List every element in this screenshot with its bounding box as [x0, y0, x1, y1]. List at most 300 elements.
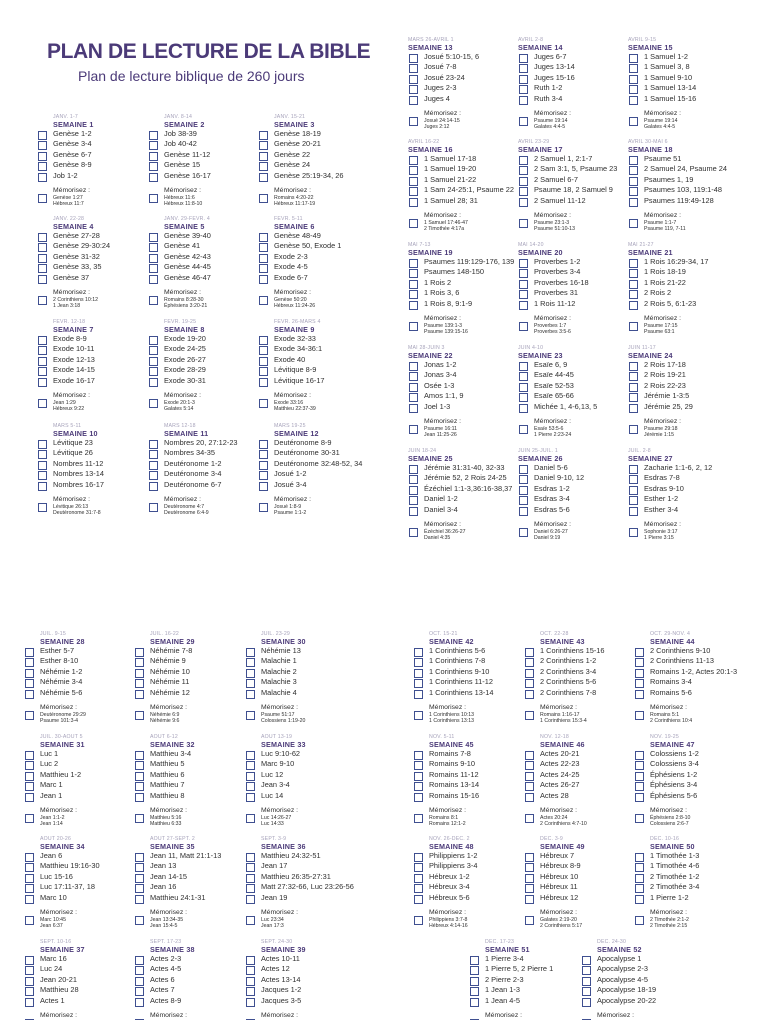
reading-checkbox-item[interactable]: 2 Rois 17-18 — [628, 360, 736, 370]
reading-checkbox-item[interactable]: Actes 8-9 — [134, 996, 246, 1006]
reading-checkbox-item[interactable]: 2 Corinthiens 9-10 — [634, 646, 746, 656]
reading-checkbox-item[interactable]: 1 Samuel 9-10 — [628, 73, 736, 83]
reading-checkbox-item[interactable]: Esaïe 65-66 — [518, 391, 626, 401]
reading-checkbox-item[interactable]: Genèse 39-40 — [148, 231, 260, 241]
memorize-checkbox-item[interactable] — [148, 495, 260, 517]
memorize-checkbox-item[interactable] — [628, 314, 736, 336]
reading-checkbox-item[interactable]: Jonas 3-4 — [408, 370, 516, 380]
reading-checkbox-item[interactable]: Actes 13-14 — [245, 975, 357, 985]
reading-checkbox-item[interactable]: 1 Rois 18-19 — [628, 267, 736, 277]
reading-checkbox-item[interactable]: 1 Pierre 1-2 — [634, 893, 746, 903]
reading-checkbox-item[interactable]: Ruth 1-2 — [518, 83, 626, 93]
reading-checkbox-item[interactable]: Genèse 18-19 — [258, 129, 370, 139]
reading-checkbox-item[interactable]: Néhémie 10 — [134, 667, 246, 677]
memorize-checkbox-item[interactable] — [469, 1011, 581, 1020]
reading-checkbox-item[interactable]: Nombres 13-14 — [37, 469, 149, 479]
reading-checkbox-item[interactable]: Néhémie 1-2 — [24, 667, 136, 677]
reading-checkbox-item[interactable]: Néhémie 11 — [134, 677, 246, 687]
reading-checkbox-item[interactable]: Esdras 5-6 — [518, 505, 626, 515]
reading-checkbox-item[interactable]: 1 Corinthiens 9-10 — [413, 667, 525, 677]
reading-checkbox-item[interactable]: Romains 13-14 — [413, 780, 525, 790]
reading-checkbox-item[interactable]: Luc 15-16 — [24, 872, 136, 882]
reading-checkbox-item[interactable]: Exode 19-20 — [148, 334, 260, 344]
reading-checkbox-item[interactable]: Jacques 1-2 — [245, 985, 357, 995]
reading-checkbox-item[interactable]: Josué 3-4 — [258, 480, 370, 490]
reading-checkbox-item[interactable]: Nombres 11-12 — [37, 459, 149, 469]
reading-checkbox-item[interactable]: Amos 1:1, 9 — [408, 391, 516, 401]
reading-checkbox-item[interactable]: Matthieu 8 — [134, 791, 246, 801]
reading-checkbox-item[interactable]: Exode 16-17 — [37, 376, 149, 386]
reading-checkbox-item[interactable]: Joel 1-3 — [408, 402, 516, 412]
memorize-checkbox-item[interactable] — [628, 109, 736, 131]
reading-checkbox-item[interactable]: Hébreux 1-2 — [413, 872, 525, 882]
reading-checkbox-item[interactable]: Luc 1 — [24, 749, 136, 759]
reading-checkbox-item[interactable]: Actes 6 — [134, 975, 246, 985]
memorize-checkbox-item[interactable] — [37, 495, 149, 517]
memorize-checkbox-item[interactable] — [634, 703, 746, 725]
reading-checkbox-item[interactable]: Matt 27:32-66, Luc 23:26-56 — [245, 882, 357, 892]
reading-checkbox-item[interactable]: Jean 11, Matt 21:1-13 — [134, 851, 246, 861]
memorize-checkbox-item[interactable] — [37, 186, 149, 208]
reading-checkbox-item[interactable]: 1 Pierre 3-4 — [469, 954, 581, 964]
reading-checkbox-item[interactable]: Ézéchiel 1:1-3,36:16-38,37 — [408, 484, 516, 494]
reading-checkbox-item[interactable]: Actes 10-11 — [245, 954, 357, 964]
reading-checkbox-item[interactable]: Luc 17:11-37, 18 — [24, 882, 136, 892]
reading-checkbox-item[interactable]: 1 Corinthiens 11-12 — [413, 677, 525, 687]
reading-checkbox-item[interactable]: Exode 14-15 — [37, 365, 149, 375]
reading-checkbox-item[interactable]: Exode 4-5 — [258, 262, 370, 272]
reading-checkbox-item[interactable]: Colossiens 3-4 — [634, 759, 746, 769]
reading-checkbox-item[interactable]: Néhémie 12 — [134, 688, 246, 698]
reading-checkbox-item[interactable]: 1 Samuel 28; 31 — [408, 196, 516, 206]
reading-checkbox-item[interactable]: Matthieu 3-4 — [134, 749, 246, 759]
reading-checkbox-item[interactable]: Jean 13 — [134, 861, 246, 871]
reading-checkbox-item[interactable]: Jean 16 — [134, 882, 246, 892]
memorize-checkbox-item[interactable] — [148, 391, 260, 413]
reading-checkbox-item[interactable]: Nombres 34-35 — [148, 448, 260, 458]
reading-checkbox-item[interactable]: Proverbes 16-18 — [518, 278, 626, 288]
reading-checkbox-item[interactable]: Malachie 1 — [245, 656, 357, 666]
reading-checkbox-item[interactable]: Apocalypse 18-19 — [581, 985, 693, 995]
reading-checkbox-item[interactable]: Malachie 2 — [245, 667, 357, 677]
reading-checkbox-item[interactable]: Philippiens 3-4 — [413, 861, 525, 871]
reading-checkbox-item[interactable]: 1 Samuel 13-14 — [628, 83, 736, 93]
reading-checkbox-item[interactable]: Genèse 33, 35 — [37, 262, 149, 272]
reading-checkbox-item[interactable]: Juges 4 — [408, 94, 516, 104]
memorize-checkbox-item[interactable] — [408, 314, 516, 336]
reading-checkbox-item[interactable]: Marc 16 — [24, 954, 136, 964]
reading-checkbox-item[interactable]: Esaïe 6, 9 — [518, 360, 626, 370]
memorize-checkbox-item[interactable] — [24, 908, 136, 930]
reading-checkbox-item[interactable]: 2 Pierre 2-3 — [469, 975, 581, 985]
reading-checkbox-item[interactable]: 1 Timothée 4-6 — [634, 861, 746, 871]
memorize-checkbox-item[interactable] — [37, 391, 149, 413]
reading-checkbox-item[interactable]: Éphésiens 3-4 — [634, 780, 746, 790]
reading-checkbox-item[interactable]: 1 Rois 8, 9:1-9 — [408, 299, 516, 309]
reading-checkbox-item[interactable]: Deutéronome 6-7 — [148, 480, 260, 490]
memorize-checkbox-item[interactable] — [258, 391, 370, 413]
reading-checkbox-item[interactable]: Psaumes 119:49-128 — [628, 196, 736, 206]
reading-checkbox-item[interactable]: 2 Rois 2 — [628, 288, 736, 298]
reading-checkbox-item[interactable]: Exode 12-13 — [37, 355, 149, 365]
reading-checkbox-item[interactable]: Exode 24-25 — [148, 344, 260, 354]
memorize-checkbox-item[interactable] — [134, 908, 246, 930]
reading-checkbox-item[interactable]: 1 Jean 1-3 — [469, 985, 581, 995]
reading-checkbox-item[interactable]: Deutéronome 1-2 — [148, 459, 260, 469]
reading-checkbox-item[interactable]: Job 40-42 — [148, 139, 260, 149]
memorize-checkbox-item[interactable] — [581, 1011, 693, 1020]
reading-checkbox-item[interactable]: Genèse 50, Exode 1 — [258, 241, 370, 251]
reading-checkbox-item[interactable]: Luc 9:10-62 — [245, 749, 357, 759]
reading-checkbox-item[interactable]: 1 Samuel 1-2 — [628, 52, 736, 62]
reading-checkbox-item[interactable]: 2 Corinthiens 7-8 — [524, 688, 636, 698]
memorize-checkbox-item[interactable] — [524, 703, 636, 725]
reading-checkbox-item[interactable]: Genèse 42-43 — [148, 252, 260, 262]
reading-checkbox-item[interactable]: Romains 15-16 — [413, 791, 525, 801]
reading-checkbox-item[interactable]: Luc 2 — [24, 759, 136, 769]
reading-checkbox-item[interactable]: Psaume 18, 2 Samuel 9 — [518, 185, 626, 195]
reading-checkbox-item[interactable]: Proverbes 1-2 — [518, 257, 626, 267]
reading-checkbox-item[interactable]: Jérémie 31:31-40, 32-33 — [408, 463, 516, 473]
reading-checkbox-item[interactable]: Actes 20-21 — [524, 749, 636, 759]
reading-checkbox-item[interactable]: 1 Jean 4-5 — [469, 996, 581, 1006]
reading-checkbox-item[interactable]: Jean 19 — [245, 893, 357, 903]
reading-checkbox-item[interactable]: Matthieu 6 — [134, 770, 246, 780]
reading-checkbox-item[interactable]: Josué 7-8 — [408, 62, 516, 72]
reading-checkbox-item[interactable]: 1 Rois 2 — [408, 278, 516, 288]
reading-checkbox-item[interactable]: Néhémie 13 — [245, 646, 357, 656]
memorize-checkbox-item[interactable] — [408, 109, 516, 131]
memorize-checkbox-item[interactable] — [245, 908, 357, 930]
reading-checkbox-item[interactable]: Genèse 41 — [148, 241, 260, 251]
reading-checkbox-item[interactable]: 1 Samuel 15-16 — [628, 94, 736, 104]
reading-checkbox-item[interactable]: Genèse 22 — [258, 150, 370, 160]
reading-checkbox-item[interactable]: 2 Samuel 11-12 — [518, 196, 626, 206]
reading-checkbox-item[interactable]: Jérémie 25, 29 — [628, 402, 736, 412]
reading-checkbox-item[interactable]: Matthieu 7 — [134, 780, 246, 790]
reading-checkbox-item[interactable]: Nombres 20, 27:12-23 — [148, 438, 260, 448]
reading-checkbox-item[interactable]: Esther 1-2 — [628, 494, 736, 504]
reading-checkbox-item[interactable]: Jean 3-4 — [245, 780, 357, 790]
reading-checkbox-item[interactable]: Juges 2-3 — [408, 83, 516, 93]
memorize-checkbox-item[interactable] — [524, 908, 636, 930]
memorize-checkbox-item[interactable] — [413, 703, 525, 725]
reading-checkbox-item[interactable]: Psaumes 148-150 — [408, 267, 516, 277]
reading-checkbox-item[interactable]: Nombres 16-17 — [37, 480, 149, 490]
reading-checkbox-item[interactable]: Lévitique 16-17 — [258, 376, 370, 386]
reading-checkbox-item[interactable]: Malachie 4 — [245, 688, 357, 698]
memorize-checkbox-item[interactable] — [24, 703, 136, 725]
reading-checkbox-item[interactable]: Philippiens 1-2 — [413, 851, 525, 861]
reading-checkbox-item[interactable]: Actes 1 — [24, 996, 136, 1006]
reading-checkbox-item[interactable]: Deutéronome 30-31 — [258, 448, 370, 458]
reading-checkbox-item[interactable]: Deutéronome 8-9 — [258, 438, 370, 448]
reading-checkbox-item[interactable]: Apocalypse 1 — [581, 954, 693, 964]
reading-checkbox-item[interactable]: Néhémie 5-6 — [24, 688, 136, 698]
reading-checkbox-item[interactable]: Hébreux 11 — [524, 882, 636, 892]
reading-checkbox-item[interactable]: Malachie 3 — [245, 677, 357, 687]
memorize-checkbox-item[interactable] — [258, 288, 370, 310]
reading-checkbox-item[interactable]: Esaïe 52-53 — [518, 381, 626, 391]
reading-checkbox-item[interactable]: Job 1-2 — [37, 171, 149, 181]
reading-checkbox-item[interactable]: Jacques 3-5 — [245, 996, 357, 1006]
reading-checkbox-item[interactable]: 1 Timothée 1-3 — [634, 851, 746, 861]
reading-checkbox-item[interactable]: 1 Rois 16:29-34, 17 — [628, 257, 736, 267]
reading-checkbox-item[interactable]: 2 Samuel 1, 2:1-7 — [518, 154, 626, 164]
reading-checkbox-item[interactable]: Romains 7-8 — [413, 749, 525, 759]
reading-checkbox-item[interactable]: Hébreux 3-4 — [413, 882, 525, 892]
reading-checkbox-item[interactable]: 2 Corinthiens 11-13 — [634, 656, 746, 666]
reading-checkbox-item[interactable]: Esdras 7-8 — [628, 473, 736, 483]
reading-checkbox-item[interactable]: Jonas 1-2 — [408, 360, 516, 370]
reading-checkbox-item[interactable]: 2 Rois 22-23 — [628, 381, 736, 391]
reading-checkbox-item[interactable]: Proverbes 3-4 — [518, 267, 626, 277]
memorize-checkbox-item[interactable] — [134, 703, 246, 725]
reading-checkbox-item[interactable]: Exode 28-29 — [148, 365, 260, 375]
memorize-checkbox-item[interactable] — [413, 908, 525, 930]
reading-checkbox-item[interactable]: Hébreux 5-6 — [413, 893, 525, 903]
memorize-checkbox-item[interactable] — [24, 806, 136, 828]
reading-checkbox-item[interactable]: 2 Samuel 24, Psaume 24 — [628, 164, 736, 174]
reading-checkbox-item[interactable]: Deutéronome 3-4 — [148, 469, 260, 479]
reading-checkbox-item[interactable]: Apocalypse 4-5 — [581, 975, 693, 985]
reading-checkbox-item[interactable]: Jean 17 — [245, 861, 357, 871]
reading-checkbox-item[interactable]: Genèse 29-30:24 — [37, 241, 149, 251]
reading-checkbox-item[interactable]: Romains 9-10 — [413, 759, 525, 769]
reading-checkbox-item[interactable]: Esdras 9-10 — [628, 484, 736, 494]
reading-checkbox-item[interactable]: Éphésiens 1-2 — [634, 770, 746, 780]
reading-checkbox-item[interactable]: Jean 14-15 — [134, 872, 246, 882]
reading-checkbox-item[interactable]: Genèse 15 — [148, 160, 260, 170]
reading-checkbox-item[interactable]: Daniel 3-4 — [408, 505, 516, 515]
reading-checkbox-item[interactable]: Genèse 27-28 — [37, 231, 149, 241]
reading-checkbox-item[interactable]: Josué 5:10-15, 6 — [408, 52, 516, 62]
reading-checkbox-item[interactable]: Genèse 24 — [258, 160, 370, 170]
reading-checkbox-item[interactable]: Luc 14 — [245, 791, 357, 801]
reading-checkbox-item[interactable]: Matthieu 24:1-31 — [134, 893, 246, 903]
reading-checkbox-item[interactable]: Genèse 44-45 — [148, 262, 260, 272]
reading-checkbox-item[interactable]: Genèse 6-7 — [37, 150, 149, 160]
reading-checkbox-item[interactable]: 2 Corinthiens 5-6 — [524, 677, 636, 687]
reading-checkbox-item[interactable]: Néhémie 7-8 — [134, 646, 246, 656]
reading-checkbox-item[interactable]: 2 Rois 19-21 — [628, 370, 736, 380]
reading-checkbox-item[interactable]: Actes 2-3 — [134, 954, 246, 964]
reading-checkbox-item[interactable]: Exode 2-3 — [258, 252, 370, 262]
reading-checkbox-item[interactable]: Matthieu 26:35-27:31 — [245, 872, 357, 882]
reading-checkbox-item[interactable]: Proverbes 31 — [518, 288, 626, 298]
reading-checkbox-item[interactable]: Romains 3-4 — [634, 677, 746, 687]
reading-checkbox-item[interactable]: Zacharie 1:1-6, 2, 12 — [628, 463, 736, 473]
reading-checkbox-item[interactable]: Genèse 8-9 — [37, 160, 149, 170]
reading-checkbox-item[interactable]: 2 Corinthiens 1-2 — [524, 656, 636, 666]
reading-checkbox-item[interactable]: Actes 26-27 — [524, 780, 636, 790]
reading-checkbox-item[interactable]: 2 Rois 5, 6:1-23 — [628, 299, 736, 309]
reading-checkbox-item[interactable]: Daniel 9-10, 12 — [518, 473, 626, 483]
reading-checkbox-item[interactable]: Lévitique 8-9 — [258, 365, 370, 375]
reading-checkbox-item[interactable]: Juges 6-7 — [518, 52, 626, 62]
reading-checkbox-item[interactable]: Actes 7 — [134, 985, 246, 995]
reading-checkbox-item[interactable]: 1 Samuel 21-22 — [408, 175, 516, 185]
memorize-checkbox-item[interactable] — [634, 806, 746, 828]
reading-checkbox-item[interactable]: Matthieu 24:32-51 — [245, 851, 357, 861]
reading-checkbox-item[interactable]: Éphésiens 5-6 — [634, 791, 746, 801]
reading-checkbox-item[interactable]: Josué 23-24 — [408, 73, 516, 83]
reading-checkbox-item[interactable]: 2 Sam 3:1, 5, Psaume 23 — [518, 164, 626, 174]
reading-checkbox-item[interactable]: Matthieu 19:16-30 — [24, 861, 136, 871]
reading-checkbox-item[interactable]: 1 Pierre 5, 2 Pierre 1 — [469, 964, 581, 974]
memorize-checkbox-item[interactable] — [524, 806, 636, 828]
reading-checkbox-item[interactable]: Actes 28 — [524, 791, 636, 801]
reading-checkbox-item[interactable]: Jérémie 52, 2 Rois 24-25 — [408, 473, 516, 483]
memorize-checkbox-item[interactable] — [245, 1011, 357, 1020]
reading-checkbox-item[interactable]: Deutéronome 32:48-52, 34 — [258, 459, 370, 469]
reading-checkbox-item[interactable]: Genèse 48-49 — [258, 231, 370, 241]
reading-checkbox-item[interactable]: Jérémie 1-3:5 — [628, 391, 736, 401]
reading-checkbox-item[interactable]: Marc 1 — [24, 780, 136, 790]
reading-checkbox-item[interactable]: Daniel 1-2 — [408, 494, 516, 504]
reading-checkbox-item[interactable]: Genèse 16-17 — [148, 171, 260, 181]
reading-checkbox-item[interactable]: Osée 1-3 — [408, 381, 516, 391]
reading-checkbox-item[interactable]: Juges 13-14 — [518, 62, 626, 72]
memorize-checkbox-item[interactable] — [408, 211, 516, 233]
memorize-checkbox-item[interactable] — [408, 520, 516, 542]
reading-checkbox-item[interactable]: Psaumes 1, 19 — [628, 175, 736, 185]
reading-checkbox-item[interactable]: Colossiens 1-2 — [634, 749, 746, 759]
reading-checkbox-item[interactable]: Néhémie 9 — [134, 656, 246, 666]
reading-checkbox-item[interactable]: Genèse 25:19-34, 26 — [258, 171, 370, 181]
reading-checkbox-item[interactable]: Esther 8-10 — [24, 656, 136, 666]
memorize-checkbox-item[interactable] — [37, 288, 149, 310]
reading-checkbox-item[interactable]: Matthieu 1-2 — [24, 770, 136, 780]
reading-checkbox-item[interactable]: Lévitique 23 — [37, 438, 149, 448]
reading-checkbox-item[interactable]: Genèse 11-12 — [148, 150, 260, 160]
memorize-checkbox-item[interactable] — [518, 520, 626, 542]
memorize-checkbox-item[interactable] — [245, 806, 357, 828]
reading-checkbox-item[interactable]: 1 Corinthiens 13-14 — [413, 688, 525, 698]
memorize-checkbox-item[interactable] — [408, 417, 516, 439]
reading-checkbox-item[interactable]: 2 Samuel 6-7 — [518, 175, 626, 185]
reading-checkbox-item[interactable]: Genèse 20-21 — [258, 139, 370, 149]
reading-checkbox-item[interactable]: Exode 10-11 — [37, 344, 149, 354]
reading-checkbox-item[interactable]: Actes 22-23 — [524, 759, 636, 769]
reading-checkbox-item[interactable]: Esaïe 44-45 — [518, 370, 626, 380]
reading-checkbox-item[interactable]: Genèse 3-4 — [37, 139, 149, 149]
memorize-checkbox-item[interactable] — [148, 288, 260, 310]
reading-checkbox-item[interactable]: Michée 1, 4-6,13, 5 — [518, 402, 626, 412]
reading-checkbox-item[interactable]: Hébreux 10 — [524, 872, 636, 882]
reading-checkbox-item[interactable]: Jean 6 — [24, 851, 136, 861]
reading-checkbox-item[interactable]: Daniel 5-6 — [518, 463, 626, 473]
reading-checkbox-item[interactable]: 1 Rois 11-12 — [518, 299, 626, 309]
reading-checkbox-item[interactable]: Romains 5-6 — [634, 688, 746, 698]
reading-checkbox-item[interactable]: Genèse 1-2 — [37, 129, 149, 139]
reading-checkbox-item[interactable]: Jean 1 — [24, 791, 136, 801]
reading-checkbox-item[interactable]: 1 Rois 21-22 — [628, 278, 736, 288]
reading-checkbox-item[interactable]: Josué 1-2 — [258, 469, 370, 479]
reading-checkbox-item[interactable]: Psaumes 103, 119:1-48 — [628, 185, 736, 195]
reading-checkbox-item[interactable]: Matthieu 5 — [134, 759, 246, 769]
reading-checkbox-item[interactable]: Romains 11-12 — [413, 770, 525, 780]
memorize-checkbox-item[interactable] — [24, 1011, 136, 1020]
reading-checkbox-item[interactable]: Lévitique 26 — [37, 448, 149, 458]
memorize-checkbox-item[interactable] — [134, 806, 246, 828]
memorize-checkbox-item[interactable] — [148, 186, 260, 208]
reading-checkbox-item[interactable]: Juges 15-16 — [518, 73, 626, 83]
reading-checkbox-item[interactable]: Job 38-39 — [148, 129, 260, 139]
reading-checkbox-item[interactable]: 1 Rois 3, 6 — [408, 288, 516, 298]
memorize-checkbox-item[interactable] — [413, 806, 525, 828]
reading-checkbox-item[interactable]: Esdras 1-2 — [518, 484, 626, 494]
reading-checkbox-item[interactable]: Marc 9-10 — [245, 759, 357, 769]
reading-checkbox-item[interactable]: Exode 34-36:1 — [258, 344, 370, 354]
reading-checkbox-item[interactable]: Luc 24 — [24, 964, 136, 974]
reading-checkbox-item[interactable]: Hébreux 7 — [524, 851, 636, 861]
reading-checkbox-item[interactable]: Marc 10 — [24, 893, 136, 903]
reading-checkbox-item[interactable]: Ruth 3-4 — [518, 94, 626, 104]
reading-checkbox-item[interactable]: Genèse 37 — [37, 273, 149, 283]
reading-checkbox-item[interactable]: Esther 5-7 — [24, 646, 136, 656]
memorize-checkbox-item[interactable] — [258, 495, 370, 517]
reading-checkbox-item[interactable]: 2 Timothée 1-2 — [634, 872, 746, 882]
reading-checkbox-item[interactable]: Hébreux 12 — [524, 893, 636, 903]
memorize-checkbox-item[interactable] — [628, 520, 736, 542]
memorize-checkbox-item[interactable] — [245, 703, 357, 725]
memorize-checkbox-item[interactable] — [134, 1011, 246, 1020]
memorize-checkbox-item[interactable] — [518, 314, 626, 336]
reading-checkbox-item[interactable]: Exode 6-7 — [258, 273, 370, 283]
reading-checkbox-item[interactable]: Hébreux 8-9 — [524, 861, 636, 871]
reading-checkbox-item[interactable]: Romains 1-2, Actes 20:1-3 — [634, 667, 746, 677]
reading-checkbox-item[interactable]: Exode 32-33 — [258, 334, 370, 344]
reading-checkbox-item[interactable]: Esdras 3-4 — [518, 494, 626, 504]
reading-checkbox-item[interactable]: Actes 12 — [245, 964, 357, 974]
memorize-checkbox-item[interactable] — [258, 186, 370, 208]
reading-checkbox-item[interactable]: 1 Samuel 19-20 — [408, 164, 516, 174]
reading-checkbox-item[interactable]: 1 Corinthiens 5-6 — [413, 646, 525, 656]
reading-checkbox-item[interactable]: 1 Corinthiens 15-16 — [524, 646, 636, 656]
reading-checkbox-item[interactable]: 2 Corinthiens 3-4 — [524, 667, 636, 677]
reading-checkbox-item[interactable]: Psaume 51 — [628, 154, 736, 164]
reading-checkbox-item[interactable]: Genèse 31-32 — [37, 252, 149, 262]
memorize-checkbox-item[interactable] — [518, 417, 626, 439]
reading-checkbox-item[interactable]: Genèse 46-47 — [148, 273, 260, 283]
reading-checkbox-item[interactable]: 1 Samuel 17-18 — [408, 154, 516, 164]
reading-checkbox-item[interactable]: Matthieu 28 — [24, 985, 136, 995]
memorize-checkbox-item[interactable] — [634, 908, 746, 930]
reading-checkbox-item[interactable]: 1 Corinthiens 7-8 — [413, 656, 525, 666]
memorize-checkbox-item[interactable] — [518, 109, 626, 131]
reading-checkbox-item[interactable]: Actes 4-5 — [134, 964, 246, 974]
reading-checkbox-item[interactable]: 2 Timothée 3-4 — [634, 882, 746, 892]
memorize-checkbox-item[interactable] — [518, 211, 626, 233]
reading-checkbox-item[interactable]: Néhémie 3-4 — [24, 677, 136, 687]
reading-checkbox-item[interactable]: 1 Sam 24-25:1, Psaume 22 — [408, 185, 516, 195]
reading-checkbox-item[interactable]: 1 Samuel 3, 8 — [628, 62, 736, 72]
reading-checkbox-item[interactable]: Actes 24-25 — [524, 770, 636, 780]
reading-checkbox-item[interactable]: Psaumes 119:129-176, 139 — [408, 257, 516, 267]
reading-checkbox-item[interactable]: Jean 20-21 — [24, 975, 136, 985]
reading-checkbox-item[interactable]: Esther 3-4 — [628, 505, 736, 515]
reading-checkbox-item[interactable]: Exode 40 — [258, 355, 370, 365]
reading-checkbox-item[interactable]: Luc 12 — [245, 770, 357, 780]
reading-checkbox-item[interactable]: Exode 26-27 — [148, 355, 260, 365]
reading-checkbox-item[interactable]: Apocalypse 20-22 — [581, 996, 693, 1006]
reading-checkbox-item[interactable]: Exode 8-9 — [37, 334, 149, 344]
memorize-checkbox-item[interactable] — [628, 211, 736, 233]
reading-checkbox-item[interactable]: Exode 30-31 — [148, 376, 260, 386]
memorize-checkbox-item[interactable] — [628, 417, 736, 439]
reading-checkbox-item[interactable]: Apocalypse 2-3 — [581, 964, 693, 974]
